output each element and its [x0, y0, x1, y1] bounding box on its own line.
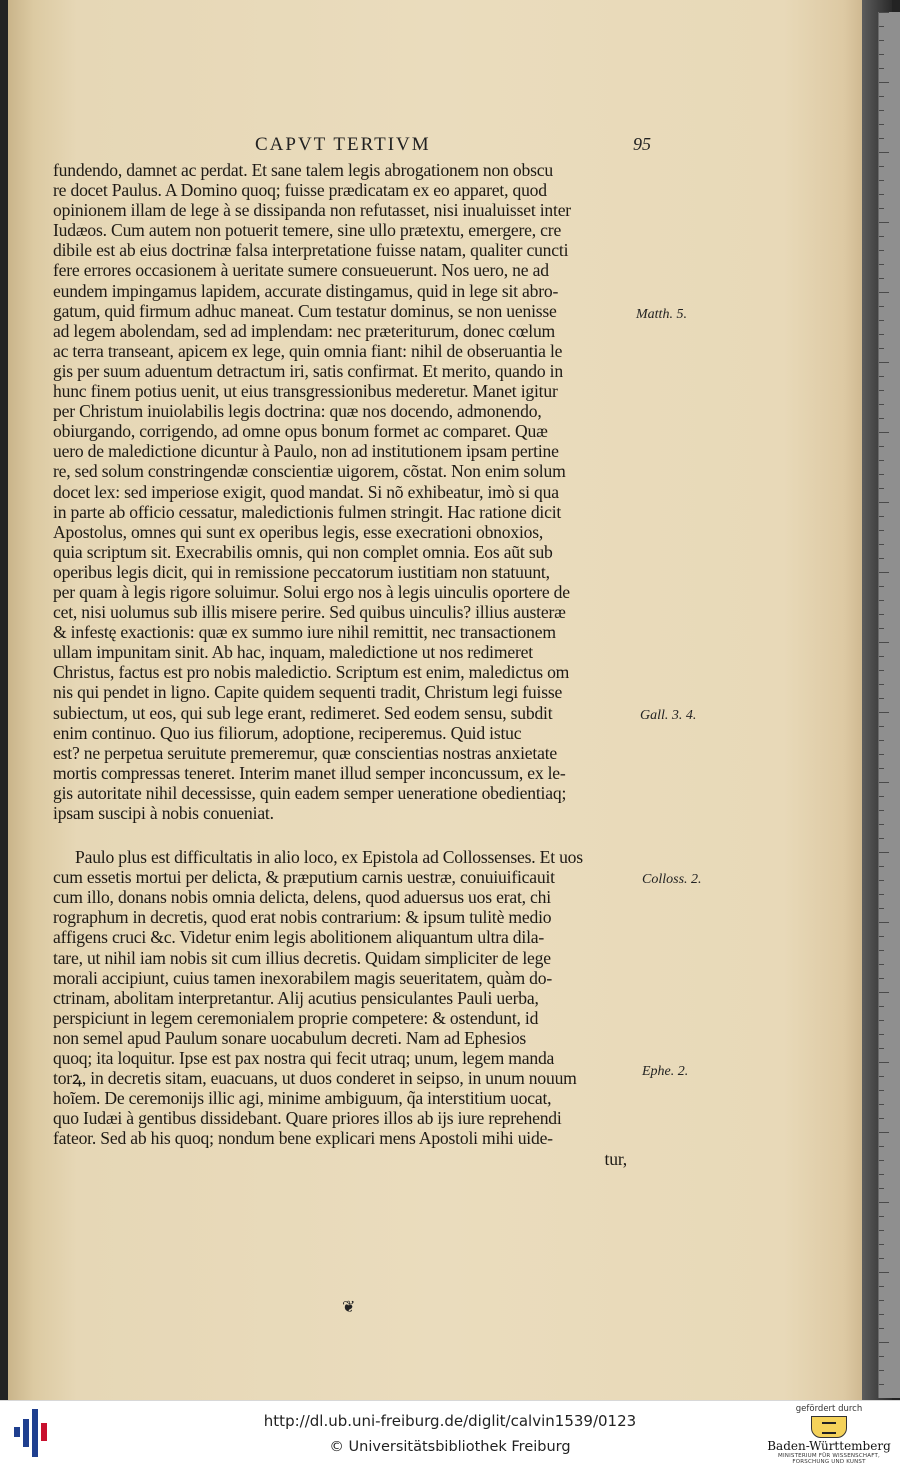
ruler-tick	[879, 1104, 884, 1105]
ruler-tick	[879, 1034, 884, 1035]
text-line: hunc finem potius uenit, ut eius transgressionibus mederetur. Manet igitur	[53, 381, 558, 402]
ruler-tick	[879, 124, 884, 125]
ruler-tick	[879, 908, 884, 909]
ruler-tick	[879, 1300, 884, 1301]
ruler-tick	[879, 68, 884, 69]
text-line: eundem impingamus lapidem, accurate distingamus, quid in lege sit abro-	[53, 280, 559, 301]
paragraph-gap	[53, 823, 633, 847]
ruler-tick	[879, 1244, 884, 1245]
ruler-tick	[879, 208, 884, 209]
page-number: 95	[633, 134, 651, 154]
ruler-tick	[879, 964, 884, 965]
ruler-tick	[879, 810, 884, 811]
text-line: quo Iudæi à gentibus dissidebant. Quare priores illos ab ijs iure reprehendi	[53, 1108, 562, 1129]
ruler-tick	[879, 54, 884, 55]
ruler-tick	[879, 334, 884, 335]
ruler-tick	[879, 1020, 884, 1021]
text-line: affigens cruci &c. Videtur enim legis abolitionem aliquantum ultra dila-	[53, 927, 545, 948]
ruler-tick	[879, 82, 889, 83]
ruler-tick	[879, 1090, 884, 1091]
ruler-tick	[879, 530, 884, 531]
text-line: est? ne perpetua seruitute premeremur, quæ conscientias nostras anxietate	[53, 742, 558, 763]
margin-note-colossians: Colloss. 2.	[642, 872, 702, 887]
paragraph-2	[53, 847, 633, 1148]
ruler-tick	[879, 1230, 884, 1231]
text-line: perspiciunt in legem ceremonialem proprie competere: & ostendunt, id	[53, 1007, 539, 1028]
ruler-tick	[879, 460, 884, 461]
printers-ornament: ❦	[342, 1299, 356, 1316]
body-text	[53, 160, 633, 1169]
ruler-tick	[879, 1216, 884, 1217]
text-line: ac terra transeant, apicem ex lege, quin omnia fiant: nihil de obseruantia le	[53, 340, 563, 361]
ruler-tick	[879, 474, 884, 475]
ruler-tick	[879, 740, 884, 741]
text-line: re, sed solum constringendæ conscientiæ uigorem, cõstat. Non enim solum	[53, 461, 566, 482]
ruler-tick	[879, 684, 884, 685]
footer-bar	[0, 1400, 900, 1463]
ruler-tick	[879, 390, 884, 391]
ruler-tick	[879, 446, 884, 447]
text-line: dibile est ab eius doctrinæ falsa interpretatione fuisse natam, qualiter cuncti	[53, 240, 569, 261]
ruler-tick	[879, 404, 884, 405]
running-head: CAPVT TERTIVM	[255, 134, 431, 155]
text-line: quia scriptum sit. Execrabilis omnis, qui non complet omnia. Eos aũt sub	[53, 541, 553, 562]
ruler-tick	[879, 1132, 889, 1133]
ruler-tick	[879, 642, 889, 643]
ruler-tick	[879, 222, 889, 223]
ruler-tick	[879, 1118, 884, 1119]
text-line: opinionem illam de lege à se dissipanda non refutasset, nisi inualuisset inter	[53, 200, 571, 221]
ruler-tick	[879, 320, 884, 321]
ruler-tick	[879, 894, 884, 895]
text-line: ad legem abolendam, sed ad implendam: nec præteriturum, donec cœlum	[53, 320, 556, 341]
ruler-tick	[879, 1076, 884, 1077]
ruler-tick	[879, 712, 889, 713]
ruler-tick	[879, 236, 884, 237]
text-line: obiurgando, corrigendo, ad omne opus bonum formet ac comparet. Quæ	[53, 421, 548, 442]
ruler-tick	[879, 544, 884, 545]
ruler-tick	[879, 880, 884, 881]
ruler-tick	[879, 922, 889, 923]
ruler-tick	[879, 166, 884, 167]
ruler-tick	[879, 1048, 884, 1049]
text-line: cet, nisi uolumus sub illis misere perire. Sed quibus uinculis? illius austeræ	[53, 602, 566, 623]
ruler-tick	[879, 978, 884, 979]
text-line: gis per suum aduentum detractum iri, satis confirmat. Et merito, quando in	[53, 360, 563, 381]
scan-ruler	[878, 12, 900, 1398]
text-line: docet lex: sed imperiose exigit, quod mandat. Si nõ exhibeatur, imò si qua	[53, 481, 559, 502]
ruler-tick	[879, 1062, 889, 1063]
permalink-url[interactable]: http://dl.ub.uni-freiburg.de/diglit/calvin1539/0123	[263, 1412, 637, 1430]
ruler-tick	[879, 40, 884, 41]
ruler-tick	[879, 950, 884, 951]
text-line: ullam impunitam sinit. Ab hac, inquam, maledictione ut nos redimeret	[53, 642, 533, 663]
ruler-tick	[879, 348, 884, 349]
ruler-tick	[879, 1314, 884, 1315]
text-line: gis autoritate nihil decessisse, quin eadem semper ueneratione obedientiaq;	[53, 782, 567, 803]
ruler-tick	[879, 26, 884, 27]
ruler-tick	[879, 852, 889, 853]
text-line: per Christum inuiolabilis legis doctrina: quæ nos docendo, admonendo,	[53, 401, 542, 422]
sponsor-logo[interactable]	[764, 1404, 894, 1462]
text-line: ipsam suscipi à nobis conueniat.	[53, 803, 274, 823]
text-line: per quam à legis rigore soluimur. Solui ergo nos à legis uinculis oportere de	[53, 581, 570, 602]
text-line: cum essetis mortui per delicta, & præputium carnis uestræ, conuiuificauit	[53, 867, 555, 888]
text-line: tare, ut nihil iam nobis sit cum illius decretis. Quidam simpliciter de lege	[53, 947, 551, 968]
ruler-tick	[879, 488, 884, 489]
margin-note-ephesians: Ephe. 2.	[642, 1064, 689, 1079]
text-line: quoq; ita loquitur. Ipse est pax nostra qui fecit utraq; unum, legem manda	[53, 1048, 555, 1069]
ruler-tick	[879, 96, 884, 97]
text-line: rographum in decretis, quod erat nobis contrarium: & ipsum tulitè medio	[53, 907, 552, 928]
ruler-tick	[879, 12, 889, 13]
text-line: Christus, factus est pro nobis maledictio. Scriptum est enim, maledictus om	[53, 662, 570, 683]
ruler-tick	[879, 502, 889, 503]
ruler-tick	[879, 796, 884, 797]
ruler-tick	[879, 824, 884, 825]
ruler-tick	[879, 726, 884, 727]
sponsor-state-name: Baden-Württemberg	[767, 1439, 891, 1453]
ruler-tick	[879, 1370, 884, 1371]
catchword: tur,	[604, 1148, 627, 1169]
text-line: in parte ab officio cessatur, maledictionis fulmen stringit. Hac ratione dicit	[53, 501, 562, 522]
text-line: fere errores occasionem à ueritate sumere consueuerunt. Nos uero, ne ad	[53, 260, 549, 281]
ruler-tick	[879, 600, 884, 601]
ruler-tick	[879, 572, 889, 573]
ruler-tick	[879, 768, 884, 769]
state-crest-icon	[811, 1416, 847, 1438]
text-line: Iudæos. Cum autem non potuerit temere, sine ullo prætextu, emergere, cre	[53, 220, 562, 241]
text-line: hoĩem. De ceremonijs illic agi, minime ambiguum, q̃a interstitium uocat,	[53, 1088, 552, 1109]
ruler-tick	[879, 586, 884, 587]
ruler-tick	[879, 936, 884, 937]
ruler-tick	[879, 1384, 884, 1385]
ruler-tick	[879, 628, 884, 629]
ruler-tick	[879, 1286, 884, 1287]
ruler-tick	[879, 516, 884, 517]
ruler-tick	[879, 1202, 889, 1203]
ruler-tick	[879, 418, 884, 419]
text-line: nis qui pendet in ligno. Capite quidem sequenti tradit, Christum legi fuisse	[53, 682, 563, 703]
text-line: cum illo, donans nobis omnia delicta, delens, quod aduersus uos erat, chi	[53, 887, 551, 908]
ruler-tick	[879, 670, 884, 671]
ruler-tick	[879, 110, 884, 111]
ruler-tick	[879, 264, 884, 265]
copyright-notice: © Universitätsbibliothek Freiburg	[329, 1439, 571, 1455]
text-line: & infestę exactionis: quæ ex summo iure nihil remittit, nec transactionem	[53, 622, 556, 643]
ruler-tick	[879, 278, 884, 279]
ruler-tick	[879, 614, 884, 615]
text-line: morali accipiunt, cuius tamen inexorabilem magis seueritatem, quàm do-	[53, 967, 552, 988]
text-line: subiectum, ut eos, qui sub lege erant, redimeret. Sed eodem sensu, subdit	[53, 702, 553, 723]
ruler-tick	[879, 1272, 889, 1273]
margin-note-galatians: Gall. 3. 4.	[640, 708, 697, 723]
ruler-tick	[879, 698, 884, 699]
text-line: non semel apud Paulum sonare uocabulum decreti. Nam ad Ephesios	[53, 1027, 527, 1048]
text-line: Paulo plus est difficultatis in alio loco, ex Epistola ad Collossenses. Et uos	[75, 847, 583, 868]
ruler-tick	[879, 866, 884, 867]
ruler-tick	[879, 152, 889, 153]
ruler-tick	[879, 194, 884, 195]
paragraph-1	[53, 160, 633, 823]
ruler-tick	[879, 432, 889, 433]
ruler-tick	[879, 376, 884, 377]
text-line: ctrinam, abolitam interpretantur. Alij acutius pensiculantes Pauli uerba,	[53, 987, 539, 1008]
ruler-tick	[879, 292, 889, 293]
ruler-tick	[879, 992, 889, 993]
ruler-tick	[879, 362, 889, 363]
sponsor-ministry: MINISTERIUM FÜR WISSENSCHAFT, FORSCHUNG UND KUNST	[778, 1453, 880, 1463]
margin-note-matthew: Matth. 5.	[636, 307, 687, 322]
text-line: Apostolus, omnes qui sunt ex operibus legis, esse execrationi obnoxios,	[53, 521, 544, 542]
ruler-tick	[879, 838, 884, 839]
text-line: operibus legis dicit, qui in remissione peccatorum iustitiam non statuunt,	[53, 561, 550, 582]
ruler-tick	[879, 1174, 884, 1175]
ruler-tick	[879, 656, 884, 657]
ruler-tick	[879, 754, 884, 755]
text-line: fateor. Sed ab his quoq; nondum bene explicari mens Apostoli mihi uide-	[53, 1128, 553, 1149]
sponsor-caption: gefördert durch	[795, 1404, 863, 1414]
ruler-tick	[879, 558, 884, 559]
ruler-tick	[879, 1328, 884, 1329]
text-line: torꝝ, in decretis sitam, euacuans, ut duos conderet in seipso, in unum nouum	[53, 1068, 577, 1089]
ruler-tick	[879, 250, 884, 251]
ruler-tick	[879, 1006, 884, 1007]
ruler-tick	[879, 1160, 884, 1161]
text-line: mortis compressas teneret. Interim manet illud semper inconcussum, ex le-	[53, 762, 566, 783]
text-line: gatum, quid firmum adhuc maneat. Cum testatur dominus, se non uenisse	[53, 300, 557, 321]
ruler-tick	[879, 1188, 884, 1189]
text-line: fundendo, damnet ac perdat. Et sane talem legis abrogationem non obscu	[53, 160, 553, 180]
ruler-tick	[879, 306, 884, 307]
ruler-tick	[879, 138, 884, 139]
ruler-tick	[879, 782, 889, 783]
ruler-tick	[879, 1342, 889, 1343]
ruler-tick	[879, 180, 884, 181]
ruler-tick	[879, 1356, 884, 1357]
text-line: uero de maledictione dicuntur à Paulo, non ad institutionem ipsam pertine	[53, 441, 559, 462]
text-line: re docet Paulus. A Domino quoq; fuisse prædicatam ex eo apparet, quod	[53, 180, 547, 201]
ruler-tick	[879, 1146, 884, 1147]
ruler-tick	[879, 1258, 884, 1259]
text-line: enim continuo. Quo ius filiorum, adoptione, reciperemus. Quid istuc	[53, 722, 522, 743]
